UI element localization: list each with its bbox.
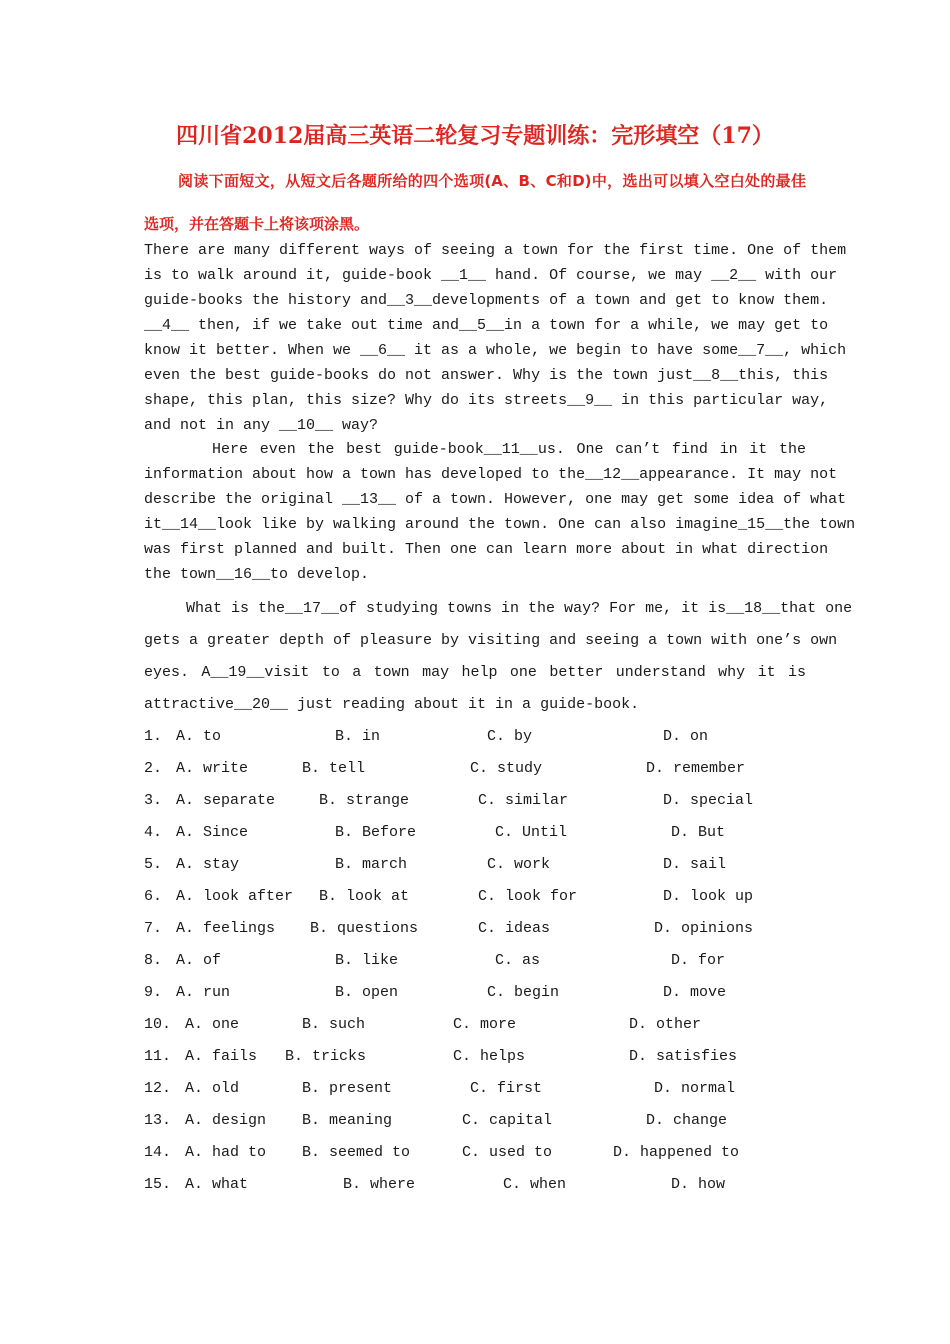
question-number: 8. <box>144 952 163 969</box>
option-d: D. how <box>671 1176 726 1193</box>
option-a: A. feelings <box>176 920 276 937</box>
question-number: 6. <box>144 888 163 905</box>
question-number: 12. <box>144 1080 172 1097</box>
passage-line: Here even the best guide-book__11__us. One can’t find in it the <box>212 441 806 458</box>
option-c: C. similar <box>478 792 569 809</box>
option-row <box>144 1169 806 1201</box>
passage-line: know it better. When we __6__ it as a whole, we begin to have some__7__, which <box>144 342 847 359</box>
option-a: A. to <box>176 728 222 745</box>
question-number: 11. <box>144 1048 172 1065</box>
option-b: B. where <box>343 1176 416 1193</box>
passage-line: is to walk around it, guide-book __1__ hand. Of course, we may __2__ with our <box>144 267 838 284</box>
question-number: 13. <box>144 1112 172 1129</box>
option-row <box>144 1009 806 1041</box>
option-row <box>144 881 806 913</box>
option-a: A. one <box>185 1016 240 1033</box>
option-row <box>144 785 806 817</box>
option-d: D. change <box>646 1112 728 1129</box>
question-number: 2. <box>144 760 163 777</box>
option-c: C. ideas <box>478 920 551 937</box>
option-d: D. move <box>663 984 727 1001</box>
passage-line: the town__16__to develop. <box>144 566 370 583</box>
passage-line: What is the__17__of studying towns in the way? For me, it is__18__that one <box>186 600 853 617</box>
option-row <box>144 1041 806 1073</box>
option-b: B. like <box>335 952 399 969</box>
option-d: D. normal <box>654 1080 736 1097</box>
option-row <box>144 721 806 753</box>
option-a: A. stay <box>176 856 240 873</box>
option-b: B. Before <box>335 824 417 841</box>
option-c: C. begin <box>487 984 560 1001</box>
option-c: C. as <box>495 952 541 969</box>
option-row <box>144 849 806 881</box>
option-c: C. study <box>470 760 543 777</box>
option-d: D. look up <box>663 888 754 905</box>
passage-line: gets a greater depth of pleasure by visiting and seeing a town with one’s own <box>144 632 838 649</box>
option-d: D. on <box>663 728 709 745</box>
option-b: B. such <box>302 1016 366 1033</box>
instructions: 阅读下面短文，从短文后各题所给的四个选项(A、B、C和D)中，选出可以填入空白处的最佳选项，并在答题卡上将该项涂黑。 <box>144 172 806 233</box>
passage-paragraph-1 <box>144 238 847 438</box>
option-b: B. look at <box>319 888 410 905</box>
passage-line: and not in any __10__ way? <box>144 417 379 434</box>
option-d: D. remember <box>646 760 746 777</box>
passage-line: guide-books the history and__3__developments of a town and get to know them. <box>144 292 829 309</box>
option-b: B. tell <box>302 760 366 777</box>
option-d: D. happened to <box>613 1144 740 1161</box>
question-number: 4. <box>144 824 163 841</box>
option-d: D. sail <box>663 856 727 873</box>
option-c: C. look for <box>478 888 578 905</box>
option-b: B. tricks <box>285 1048 367 1065</box>
passage-line: attractive__20__ just reading about it in a guide-book. <box>144 696 640 713</box>
question-number: 15. <box>144 1176 172 1193</box>
question-number: 1. <box>144 728 163 745</box>
option-c: C. Until <box>495 824 568 841</box>
option-row <box>144 913 806 945</box>
option-b: B. in <box>335 728 381 745</box>
passage-line: There are many different ways of seeing a town for the first time. One of them <box>144 242 847 259</box>
option-c: C. helps <box>453 1048 526 1065</box>
option-b: B. present <box>302 1080 393 1097</box>
option-c: C. by <box>487 728 533 745</box>
passage-line: eyes. A__19__visit to a town may help one better understand why it is <box>144 664 806 681</box>
passage-paragraph-3 <box>144 593 853 721</box>
option-a: A. write <box>176 760 249 777</box>
option-c: C. when <box>503 1176 567 1193</box>
option-d: D. other <box>629 1016 702 1033</box>
option-a: A. Since <box>176 824 249 841</box>
passage-line: it__14__look like by walking around the town. One can also imagine_15__the town <box>144 516 856 533</box>
passage-line: describe the original __13__ of a town. However, one may get some idea of what <box>144 491 847 508</box>
option-row <box>144 753 806 785</box>
option-b: B. meaning <box>302 1112 393 1129</box>
option-a: A. of <box>176 952 222 969</box>
option-d: D. satisfies <box>629 1048 738 1065</box>
question-number: 3. <box>144 792 163 809</box>
option-d: D. for <box>671 952 726 969</box>
option-b: B. questions <box>310 920 419 937</box>
option-c: C. more <box>453 1016 517 1033</box>
option-a: A. old <box>185 1080 240 1097</box>
passage-line: __4__ then, if we take out time and__5__in a town for a while, we may get to <box>144 317 829 334</box>
question-number: 5. <box>144 856 163 873</box>
question-number: 10. <box>144 1016 172 1033</box>
option-b: B. march <box>335 856 408 873</box>
option-b: B. strange <box>319 792 410 809</box>
option-d: D. opinions <box>654 920 754 937</box>
option-b: B. seemed to <box>302 1144 411 1161</box>
passage-line: information about how a town has developed to the__12__appearance. It may not <box>144 466 838 483</box>
option-row <box>144 817 806 849</box>
passage-line: shape, this plan, this size? Why do its streets__9__ in this particular way, <box>144 392 829 409</box>
option-c: C. used to <box>462 1144 553 1161</box>
option-a: A. look after <box>176 888 294 905</box>
option-c: C. first <box>470 1080 543 1097</box>
question-number: 9. <box>144 984 163 1001</box>
option-d: D. But <box>671 824 726 841</box>
option-a: A. fails <box>185 1048 258 1065</box>
passage-line: even the best guide-books do not answer. Why is the town just__8__this, this <box>144 367 829 384</box>
option-d: D. special <box>663 792 754 809</box>
option-row <box>144 1105 806 1137</box>
option-a: A. had to <box>185 1144 267 1161</box>
option-a: A. design <box>185 1112 267 1129</box>
option-row <box>144 1073 806 1105</box>
passage-line: was first planned and built. Then one can learn more about in what direction <box>144 541 829 558</box>
option-a: A. separate <box>176 792 276 809</box>
passage-paragraph-2 <box>144 437 856 587</box>
option-a: A. what <box>185 1176 249 1193</box>
option-c: C. work <box>487 856 551 873</box>
question-number: 7. <box>144 920 163 937</box>
question-number: 14. <box>144 1144 172 1161</box>
option-row <box>144 1137 806 1169</box>
option-b: B. open <box>335 984 399 1001</box>
page-title: 四川省2012届高三英语二轮复习专题训练：完形填空（17） <box>176 123 774 149</box>
option-a: A. run <box>176 984 231 1001</box>
option-row <box>144 945 806 977</box>
options-list <box>144 721 806 1201</box>
option-c: C. capital <box>462 1112 553 1129</box>
option-row <box>144 977 806 1009</box>
